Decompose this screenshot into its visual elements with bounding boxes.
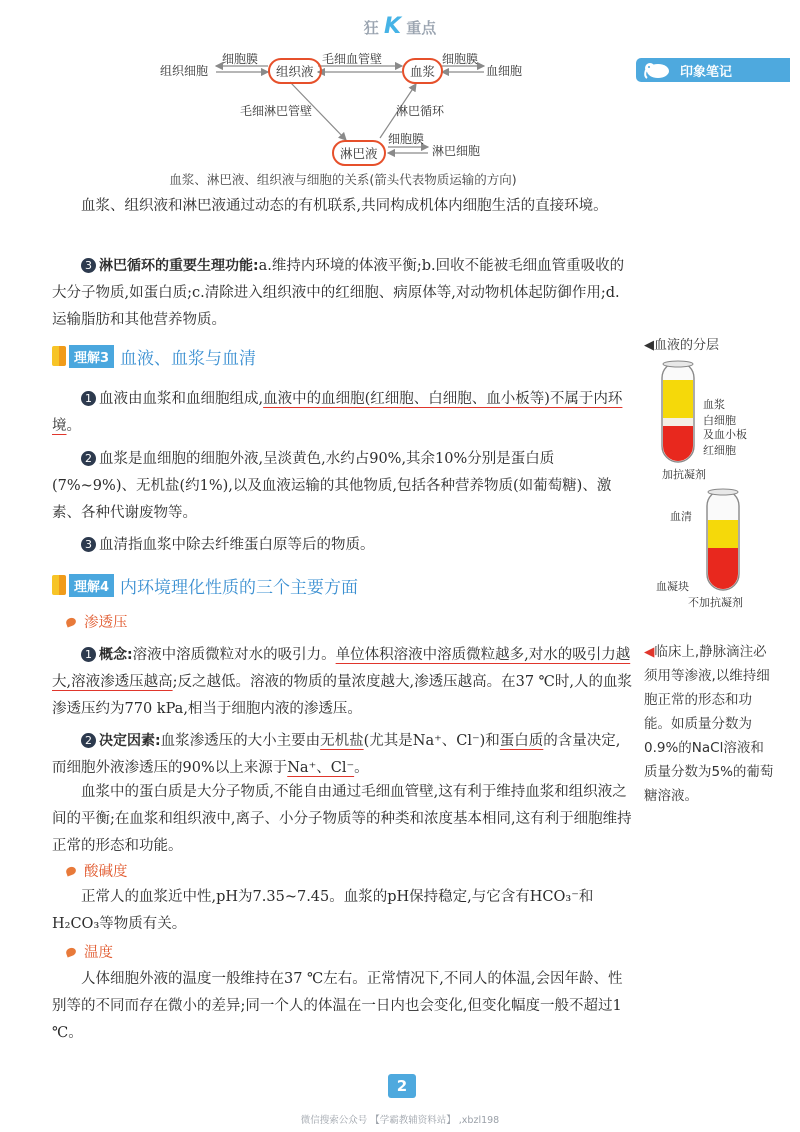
tube-without-anticoagulant <box>705 488 741 594</box>
section-3-paragraph-2 <box>52 446 634 527</box>
text-segment: (尤其是Na⁺、Cl⁻)和 <box>363 733 500 749</box>
text-segment: 。 <box>66 418 81 434</box>
tube2-label-clot: 血凝块 <box>656 580 689 593</box>
ph-paragraph: 正常人的血浆近中性,pH为7.35~7.45。血浆的pH保持稳定,与它含有HCO₃⁻和H₂CO₃等物质有关。 <box>52 889 594 932</box>
header-logo-k: K <box>383 14 402 39</box>
tube2-label-serum: 血清 <box>670 510 692 523</box>
osmotic-heading <box>66 611 128 632</box>
num-badge: 2 <box>81 733 96 748</box>
underlined-text: 单位体积溶液中溶质微粒越多,对水的吸引力越大,溶液渗透压越高 <box>52 647 631 690</box>
node-plasma: 血浆 <box>402 58 443 84</box>
bullet-icon <box>65 946 77 957</box>
text-segment: 血浆渗透压的大小主要由 <box>160 733 321 749</box>
section-3-paragraph-3 <box>52 532 634 559</box>
diagram-caption: 血浆、淋巴液、组织液与细胞的关系(箭头代表物质运输的方向) <box>169 172 517 187</box>
temperature-heading <box>66 941 113 962</box>
book-icon <box>52 346 66 366</box>
text-segment: 血清指血浆中除去纤维蛋白原等后的物质。 <box>99 537 375 553</box>
text-segment: 。 <box>354 760 369 776</box>
side-badge-label: 印象笔记 <box>680 64 733 80</box>
text-segment: 溶液中溶质微粒对水的吸引力。 <box>132 647 336 663</box>
num-badge: 3 <box>81 258 96 273</box>
bullet-icon <box>65 865 77 876</box>
underlined-text: 血液中的血细胞(红细胞、白细胞、血小板等)不属于内环境 <box>52 391 623 434</box>
tube1-label-plasma: 血浆 <box>703 398 725 411</box>
clinical-note <box>644 640 774 808</box>
lymph-function-title: 淋巴循环的重要生理功能: <box>99 258 259 274</box>
factor-label: 决定因素: <box>99 733 161 749</box>
tube1-label-bottom: 加抗凝剂 <box>662 468 706 481</box>
num-badge: 1 <box>81 391 96 406</box>
num-badge: 3 <box>81 537 96 552</box>
text-segment: 的含量决定,而细胞外液渗透压的90%以上来源于 <box>52 733 621 776</box>
text-segment: ;反之越低。溶液的物质的量浓度越大,渗透压越高。在37 ℃时,人的血浆渗透压约为770 kPa,相当于细胞内液的渗透压。 <box>52 674 632 717</box>
section-4-title: 内环境理化性质的三个主要方面 <box>120 577 359 598</box>
footer-watermark: 微信搜索公众号 【学霸教辅资料站】 ,xbzl198 <box>300 1115 500 1126</box>
elephant-icon <box>642 60 672 80</box>
section-3-paragraph-1 <box>52 386 634 440</box>
side-badge <box>636 58 790 82</box>
header-logo-left: 狂 <box>363 19 379 37</box>
intro-paragraph: 血浆、组织液和淋巴液通过动态的有机联系,共同构成机体内细胞生活的直接环境。 <box>81 198 608 214</box>
osmotic-heading-label: 渗透压 <box>84 615 128 631</box>
section-4-heading <box>52 573 358 597</box>
section-3-title: 血液、血浆与血清 <box>120 348 257 369</box>
page-number: 2 <box>396 1077 408 1095</box>
tube1-label-wbc: 白细胞 <box>703 414 736 427</box>
concept-label: 概念: <box>99 647 133 663</box>
tube2-label-bottom: 不加抗凝剂 <box>688 596 743 609</box>
underlined-text: 无机盐 <box>320 733 364 749</box>
book-icon <box>52 575 66 595</box>
node-lymph: 淋巴液 <box>332 140 386 166</box>
section-3-tag: 理解3 <box>69 345 114 368</box>
page-header <box>0 14 800 39</box>
page-number-badge <box>388 1074 416 1098</box>
lymph-function-text: a.维持内环境的体液平衡;b.回收不能被毛细血管重吸收的大分子物质,如蛋白质;c.清除进入组织液中的红细胞、病原体等,对动物机体起防御作用;d.运输脂肪和其他营养物质。 <box>52 258 625 328</box>
underlined-text: 蛋白质 <box>499 733 544 749</box>
section-3-heading <box>52 344 256 368</box>
note-arrow-icon: ◀ <box>644 644 655 660</box>
tube1-label-rbc: 红细胞 <box>703 444 736 457</box>
osmotic-protein-paragraph: 血浆中的蛋白质是大分子物质,不能自由通过毛细血管壁,这有利于维持血浆和组织液之间的平衡;在血浆和组织液中,离子、小分子物质等的种类和浓度基本相同,这有利于细胞维持正常的形态和功能。 <box>52 784 632 854</box>
node-tissue-fluid: 组织液 <box>268 58 322 84</box>
label-cell-membrane-3: 细胞膜 <box>388 132 425 146</box>
tube1-label-platelet: 及血小板 <box>703 428 747 441</box>
ph-heading-label: 酸碱度 <box>84 864 128 880</box>
osmotic-factor-paragraph <box>52 728 634 782</box>
num-badge: 2 <box>81 451 96 466</box>
label-cell-membrane-2: 细胞膜 <box>442 52 479 66</box>
tube-with-anticoagulant <box>660 360 696 466</box>
clinical-note-text: 临床上,静脉滴注必须用等渗液,以维持细胞正常的形态和功能。如质量分数为0.9%的NaCl溶液和质量分数为5%的葡萄糖溶液。 <box>644 644 774 804</box>
label-lymph-cell: 淋巴细胞 <box>432 144 481 158</box>
temperature-heading-label: 温度 <box>84 945 113 961</box>
label-cell-membrane-1: 细胞膜 <box>222 52 259 66</box>
blood-layer-title: ◀血液的分层 <box>644 338 719 353</box>
text-segment: 血液由血浆和血细胞组成, <box>99 391 264 407</box>
bullet-icon <box>65 616 77 627</box>
underlined-text: Na⁺、Cl⁻ <box>287 760 355 776</box>
section-4-tag: 理解4 <box>69 574 114 597</box>
label-lymph-circulation: 淋巴循环 <box>396 104 445 118</box>
temperature-paragraph: 人体细胞外液的温度一般维持在37 ℃左右。正常情况下,不同人的体温,会因年龄、性别等的不同而存在微小的差异;同一个人的体温在一日内也会变化,但变化幅度一般不超过1 ℃。 <box>52 971 623 1041</box>
label-blood-cell: 血细胞 <box>486 64 523 78</box>
relationship-diagram <box>150 44 570 174</box>
label-lymph-capillary-wall: 毛细淋巴管壁 <box>240 104 313 118</box>
label-capillary-wall: 毛细血管壁 <box>322 52 383 66</box>
num-badge: 1 <box>81 647 96 662</box>
ph-heading <box>66 860 128 881</box>
osmotic-concept-paragraph <box>52 642 634 723</box>
label-tissue-cell: 组织细胞 <box>160 64 209 78</box>
header-logo-right: 重点 <box>406 19 437 37</box>
text-segment: 血浆是血细胞的细胞外液,呈淡黄色,水约占90%,其余10%分别是蛋白质(7%~9%)、无机盐(约1%),以及血液运输的其他物质,包括各种营养物质(如葡萄糖)、激素、各种代谢废物等。 <box>52 451 612 521</box>
lymph-function-paragraph <box>52 253 634 334</box>
